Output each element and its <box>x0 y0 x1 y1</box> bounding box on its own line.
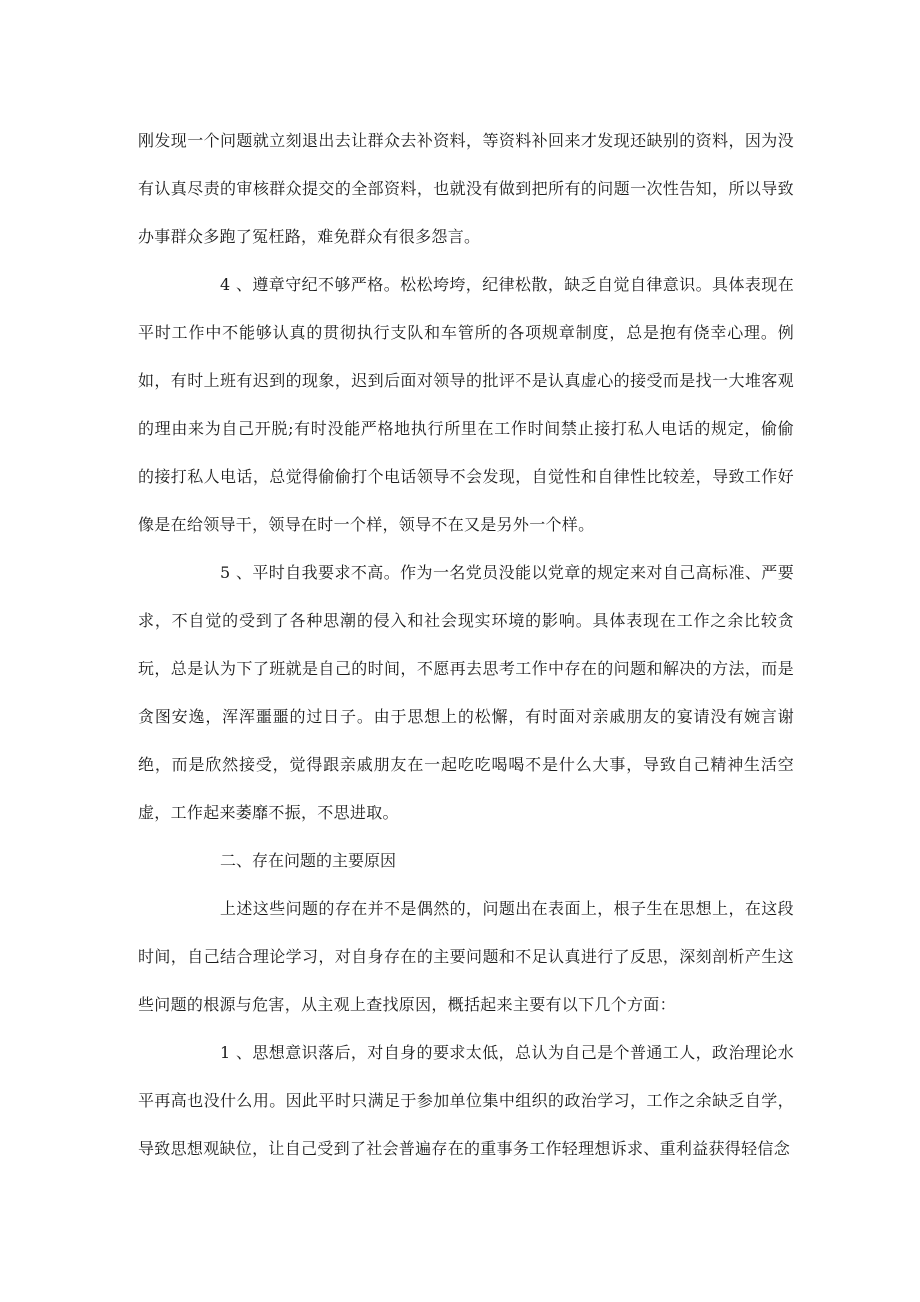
paragraph-continuation: 刚发现一个问题就立刻退出去让群众去补资料，等资料补回来才发现还缺别的资料，因为没有认真尽责的审核群众提交的全部资料，也就没有做到把所有的问题一次性告知，所以导致办事群众多跑了冤枉路，难免群众有很多怨言。 <box>138 131 794 246</box>
document-page <box>138 117 794 1173</box>
paragraph-item-4-discipline: 4 、遵章守纪不够严格。松松垮垮，纪律松散，缺乏自觉自律意识。具体表现在平时工作中不能够认真的贯彻执行支队和车管所的各项规章制度，总是抱有侥幸心理。例如，有时上班有迟到的现象，迟到后面对领导的批评不是认真虚心的接受而是找一大堆客观的理由来为自己开脱;有时没能严格地执行所里在工作时间禁止接打私人电话的规定，偷偷的接打私人电话，总觉得偷偷打个电话领导不会发现，自觉性和自律性比较差，导致工作好像是在给领导干，领导在时一个样，领导不在又是另外一个样。 <box>138 275 794 534</box>
paragraph-item-5-self-requirement: 5 、平时自我要求不高。作为一名党员没能以党章的规定来对自己高标准、严要求，不自觉的受到了各种思潮的侵入和社会现实环境的影响。具体表现在工作之余比较贪玩，总是认为下了班就是自己的时间，不愿再去思考工作中存在的问题和解决的方法，而是贪图安逸，浑浑噩噩的过日子。由于思想上的松懈，有时面对亲戚朋友的宴请没有婉言谢绝，而是欣然接受，觉得跟亲戚朋友在一起吃吃喝喝不是什么大事，导致自己精神生活空虚，工作起来萎靡不振，不思进取。 <box>138 563 794 822</box>
section-heading-main-causes: 二、存在问题的主要原因 <box>220 851 397 870</box>
paragraph-causes-intro: 上述这些问题的存在并不是偶然的，问题出在表面上，根子生在思想上，在这段时间，自己结合理论学习，对自身存在的主要问题和不足认真进行了反思，深刻剖析产生这些问题的根源与危害，从主观上查找原因，概括起来主要有以下几个方面： <box>138 899 794 1014</box>
paragraph-cause-item-1: 1 、思想意识落后，对自身的要求太低，总认为自己是个普通工人，政治理论水平再高也没什么用。因此平时只满足于参加单位集中组织的政治学习，工作之余缺乏自学，导致思想观缺位，让自己受到了社会普遍存在的重事务工作轻理想诉求、重利益获得轻信念 <box>138 1043 794 1158</box>
